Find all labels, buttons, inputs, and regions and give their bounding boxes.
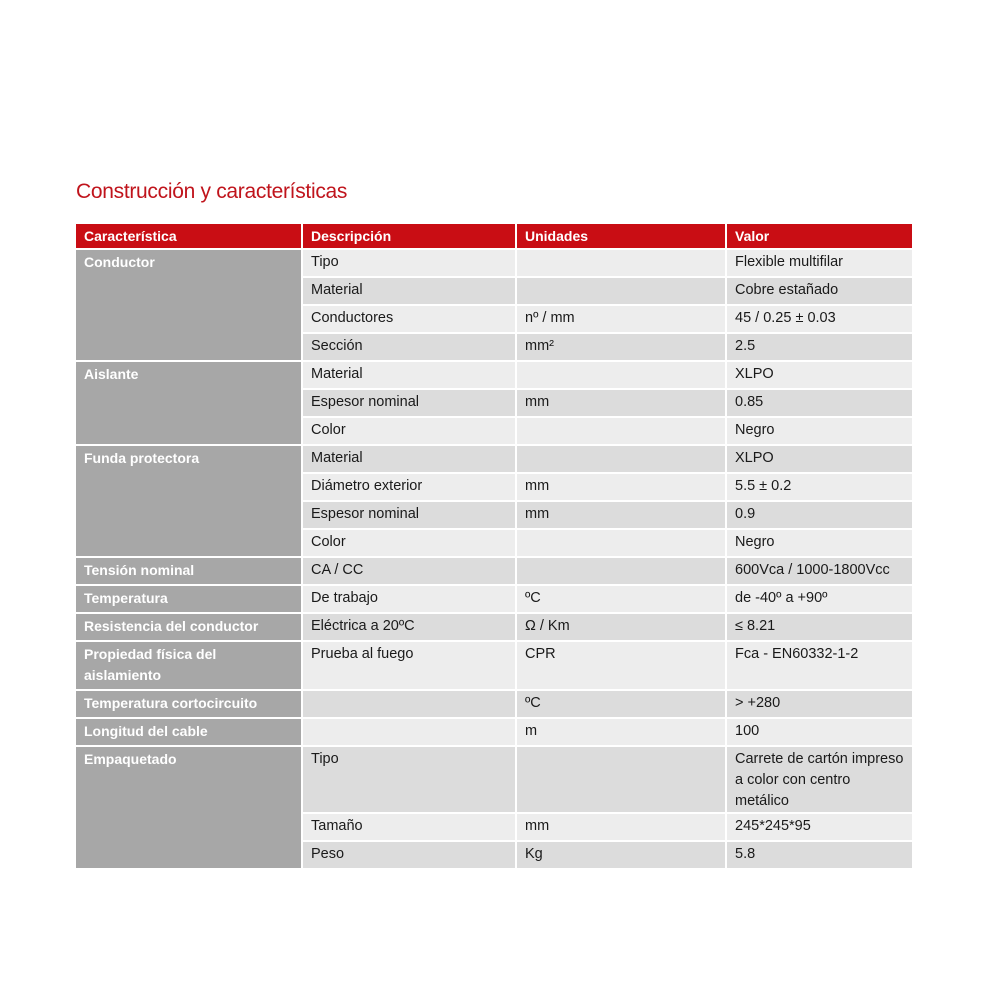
cell-unidades: mm xyxy=(516,813,726,841)
cell-descripcion: Tamaño xyxy=(302,813,516,841)
cell-unidades: mm xyxy=(516,389,726,417)
cell-unidades xyxy=(516,529,726,557)
header-unidades: Unidades xyxy=(516,224,726,249)
cell-valor: Negro xyxy=(726,417,912,445)
cell-caracteristica: Temperatura cortocircuito xyxy=(76,690,302,718)
cell-caracteristica: Propiedad física del aislamiento xyxy=(76,641,302,690)
cell-unidades: mm xyxy=(516,501,726,529)
cell-descripcion: Color xyxy=(302,417,516,445)
cell-valor: de -40º a +90º xyxy=(726,585,912,613)
cell-descripcion: Espesor nominal xyxy=(302,389,516,417)
cell-valor: 5.5 ± 0.2 xyxy=(726,473,912,501)
cell-unidades: nº / mm xyxy=(516,305,726,333)
cell-valor: Fca - EN60332-1-2 xyxy=(726,641,912,690)
cell-valor: 2.5 xyxy=(726,333,912,361)
cell-unidades: Kg xyxy=(516,841,726,869)
cell-descripcion: Material xyxy=(302,361,516,389)
cell-descripcion: Color xyxy=(302,529,516,557)
cell-valor: 5.8 xyxy=(726,841,912,869)
cell-caracteristica: Resistencia del conductor xyxy=(76,613,302,641)
cell-unidades: Ω / Km xyxy=(516,613,726,641)
table-body xyxy=(76,249,912,869)
cell-descripcion: Peso xyxy=(302,841,516,869)
cell-descripcion: Espesor nominal xyxy=(302,501,516,529)
cell-valor: 45 / 0.25 ± 0.03 xyxy=(726,305,912,333)
table-row xyxy=(76,249,912,277)
cell-unidades: m xyxy=(516,718,726,746)
cell-valor: XLPO xyxy=(726,445,912,473)
cell-caracteristica: Funda protectora xyxy=(76,445,302,557)
cell-unidades: CPR xyxy=(516,641,726,690)
table-row xyxy=(76,361,912,389)
spec-table xyxy=(76,224,912,870)
header-caracteristica: Característica xyxy=(76,224,302,249)
cell-unidades: ºC xyxy=(516,585,726,613)
cell-descripcion: Diámetro exterior xyxy=(302,473,516,501)
cell-unidades xyxy=(516,361,726,389)
cell-unidades xyxy=(516,557,726,585)
cell-valor: 0.9 xyxy=(726,501,912,529)
cell-valor: Cobre estañado xyxy=(726,277,912,305)
cell-caracteristica: Temperatura xyxy=(76,585,302,613)
cell-unidades xyxy=(516,746,726,813)
cell-unidades: mm² xyxy=(516,333,726,361)
cell-valor: 245*245*95 xyxy=(726,813,912,841)
cell-descripcion: Tipo xyxy=(302,746,516,813)
table-row xyxy=(76,641,912,690)
cell-unidades: mm xyxy=(516,473,726,501)
cell-valor: Flexible multifilar xyxy=(726,249,912,277)
table-row xyxy=(76,718,912,746)
cell-descripcion: Conductores xyxy=(302,305,516,333)
cell-caracteristica: Tensión nominal xyxy=(76,557,302,585)
cell-valor: Carrete de cartón impreso a color con centro metálico xyxy=(726,746,912,813)
cell-valor: ≤ 8.21 xyxy=(726,613,912,641)
cell-descripcion xyxy=(302,718,516,746)
cell-descripcion: Prueba al fuego xyxy=(302,641,516,690)
table-row xyxy=(76,690,912,718)
table-row xyxy=(76,613,912,641)
table-header xyxy=(76,224,912,249)
cell-caracteristica: Aislante xyxy=(76,361,302,445)
table-row xyxy=(76,585,912,613)
cell-caracteristica: Longitud del cable xyxy=(76,718,302,746)
cell-caracteristica: Conductor xyxy=(76,249,302,361)
cell-descripcion: Sección xyxy=(302,333,516,361)
cell-descripcion xyxy=(302,690,516,718)
cell-valor: Negro xyxy=(726,529,912,557)
cell-valor: XLPO xyxy=(726,361,912,389)
header-descripcion: Descripción xyxy=(302,224,516,249)
cell-descripcion: Material xyxy=(302,445,516,473)
page-title: Construcción y características xyxy=(76,180,348,203)
cell-descripcion: CA / CC xyxy=(302,557,516,585)
cell-descripcion: Tipo xyxy=(302,249,516,277)
table-row xyxy=(76,557,912,585)
cell-caracteristica: Empaquetado xyxy=(76,746,302,869)
cell-valor: > +280 xyxy=(726,690,912,718)
cell-unidades xyxy=(516,417,726,445)
table-row xyxy=(76,445,912,473)
cell-unidades xyxy=(516,277,726,305)
cell-valor: 600Vca / 1000-1800Vcc xyxy=(726,557,912,585)
cell-descripcion: Material xyxy=(302,277,516,305)
cell-valor: 100 xyxy=(726,718,912,746)
header-valor: Valor xyxy=(726,224,912,249)
cell-descripcion: Eléctrica a 20ºC xyxy=(302,613,516,641)
cell-unidades xyxy=(516,249,726,277)
cell-unidades: ºC xyxy=(516,690,726,718)
cell-descripcion: De trabajo xyxy=(302,585,516,613)
cell-valor: 0.85 xyxy=(726,389,912,417)
table-row xyxy=(76,746,912,813)
cell-unidades xyxy=(516,445,726,473)
